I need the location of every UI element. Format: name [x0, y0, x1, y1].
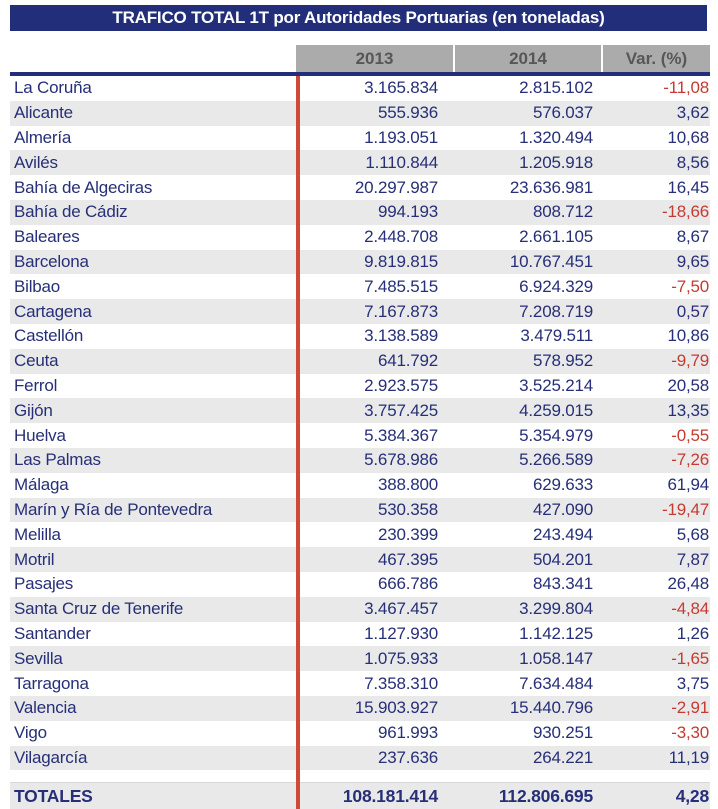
table-row — [10, 126, 710, 151]
value-var: 26,48 — [667, 574, 709, 594]
port-name: Avilés — [14, 152, 58, 172]
table-row — [10, 746, 710, 771]
port-name: Bahía de Cádiz — [14, 202, 128, 222]
value-2013: 5.384.367 — [364, 425, 438, 445]
value-2014: 10.767.451 — [509, 251, 593, 271]
port-name: Pasajes — [14, 574, 74, 594]
port-name: Sevilla — [14, 648, 63, 668]
table-body-rows — [10, 76, 710, 770]
port-name: Cartagena — [14, 301, 92, 321]
column-header-2013: 2013 — [296, 45, 453, 72]
value-2013: 237.636 — [377, 747, 438, 767]
value-var: 20,58 — [667, 375, 709, 395]
data-table — [10, 45, 710, 809]
port-name: Marín y Ría de Pontevedra — [14, 499, 213, 519]
column-header-2014: 2014 — [453, 45, 601, 72]
totals-2013: 108.181.414 — [342, 785, 438, 806]
port-name: Huelva — [14, 425, 66, 445]
value-2014: 808.712 — [532, 202, 593, 222]
value-2013: 15.903.927 — [354, 698, 438, 718]
table-row — [10, 299, 710, 324]
table-title: TRAFICO TOTAL 1T por Autoridades Portuarias (en toneladas) — [112, 8, 605, 27]
table-row — [10, 473, 710, 498]
table-row — [10, 175, 710, 200]
value-2014: 7.634.484 — [519, 673, 593, 693]
port-name: La Coruña — [14, 78, 92, 98]
value-2014: 427.090 — [532, 499, 593, 519]
value-2013: 2.923.575 — [364, 375, 438, 395]
value-var: -7,26 — [671, 450, 709, 470]
value-2014: 1.205.918 — [519, 152, 593, 172]
port-name: Barcelona — [14, 251, 89, 271]
value-2014: 1.320.494 — [519, 127, 593, 147]
table-row — [10, 423, 710, 448]
value-var: 11,19 — [668, 747, 709, 767]
value-var: 8,67 — [676, 227, 709, 247]
table-row — [10, 448, 710, 473]
value-var: 16,45 — [667, 177, 709, 197]
value-2013: 961.993 — [377, 723, 438, 743]
value-2013: 5.678.986 — [364, 450, 438, 470]
table-row — [10, 597, 710, 622]
table-row — [10, 225, 710, 250]
value-2014: 5.266.589 — [519, 450, 593, 470]
value-var: 10,68 — [667, 127, 709, 147]
value-2013: 7.167.873 — [364, 301, 438, 321]
table-row — [10, 646, 710, 671]
table-row — [10, 398, 710, 423]
value-2014: 6.924.329 — [519, 276, 593, 296]
value-var: -4,84 — [671, 599, 709, 619]
value-var: -2,91 — [671, 698, 709, 718]
name-column-header-empty — [10, 45, 296, 72]
value-var: 0,57 — [676, 301, 709, 321]
value-var: -11,08 — [663, 78, 709, 98]
port-name: Ceuta — [14, 351, 59, 371]
value-var: 8,56 — [676, 152, 709, 172]
table-row — [10, 76, 710, 101]
value-2014: 629.633 — [532, 475, 593, 495]
totals-label: TOTALES — [14, 785, 93, 806]
port-name: Vilagarcía — [14, 747, 88, 767]
value-var: 13,35 — [667, 400, 709, 420]
port-name: Valencia — [14, 698, 77, 718]
value-var: -3,30 — [671, 723, 709, 743]
table-row — [10, 324, 710, 349]
value-2014: 578.952 — [532, 351, 593, 371]
value-2013: 7.485.515 — [364, 276, 438, 296]
table-row — [10, 101, 710, 126]
value-var: 10,86 — [667, 326, 709, 346]
value-var: 9,65 — [676, 251, 709, 271]
value-var: -7,50 — [671, 276, 709, 296]
spacer-row — [10, 770, 710, 782]
table-row — [10, 274, 710, 299]
table-row — [10, 349, 710, 374]
table-row — [10, 522, 710, 547]
table-row — [10, 547, 710, 572]
value-2014: 5.354.979 — [519, 425, 593, 445]
value-2013: 1.127.930 — [364, 623, 438, 643]
value-var: 7,87 — [676, 549, 709, 569]
port-name: Bahía de Algeciras — [14, 177, 153, 197]
totals-var: 4,28 — [675, 785, 709, 806]
value-2013: 2.448.708 — [364, 227, 438, 247]
value-2013: 388.800 — [377, 475, 438, 495]
value-2014: 243.494 — [532, 524, 593, 544]
value-var: -0,55 — [671, 425, 709, 445]
port-name: Ferrol — [14, 375, 58, 395]
value-2013: 1.193.051 — [364, 127, 438, 147]
value-2014: 504.201 — [532, 549, 593, 569]
table-row — [10, 150, 710, 175]
value-2013: 467.395 — [377, 549, 438, 569]
value-var: -18,66 — [661, 202, 709, 222]
table-row — [10, 200, 710, 225]
port-name: Melilla — [14, 524, 61, 544]
value-2014: 264.221 — [532, 747, 593, 767]
value-2013: 555.936 — [377, 103, 438, 123]
port-name: Castellón — [14, 326, 84, 346]
port-name: Vigo — [14, 723, 47, 743]
table-row — [10, 250, 710, 275]
value-2013: 1.075.933 — [364, 648, 438, 668]
port-name: Málaga — [14, 475, 69, 495]
value-var: 1,26 — [676, 623, 709, 643]
value-var: -9,79 — [671, 351, 709, 371]
port-name: Motril — [14, 549, 55, 569]
value-2014: 930.251 — [532, 723, 593, 743]
table-row — [10, 721, 710, 746]
value-2014: 3.525.214 — [519, 375, 593, 395]
value-2013: 7.358.310 — [364, 673, 438, 693]
value-2014: 1.058.147 — [519, 648, 593, 668]
port-name: Santander — [14, 623, 91, 643]
port-name: Tarragona — [14, 673, 89, 693]
value-2014: 576.037 — [532, 103, 593, 123]
table-row — [10, 622, 710, 647]
value-var: -1,65 — [671, 648, 709, 668]
value-var: 61,94 — [667, 475, 709, 495]
table-row — [10, 374, 710, 399]
value-2013: 230.399 — [377, 524, 438, 544]
table-title-bar — [10, 5, 707, 31]
port-name: Almería — [14, 127, 72, 147]
totals-2014: 112.806.695 — [498, 785, 593, 806]
value-var: -19,47 — [661, 499, 709, 519]
value-2014: 2.815.102 — [519, 78, 593, 98]
port-name: Baleares — [14, 227, 80, 247]
value-2013: 3.467.457 — [364, 599, 438, 619]
value-2014: 4.259.015 — [519, 400, 593, 420]
port-name: Santa Cruz de Tenerife — [14, 599, 184, 619]
value-2013: 3.757.425 — [364, 400, 438, 420]
table-body — [10, 76, 710, 809]
value-2013: 530.358 — [377, 499, 438, 519]
value-2014: 23.636.981 — [509, 177, 593, 197]
value-2013: 1.110.844 — [365, 152, 438, 172]
table-row — [10, 671, 710, 696]
red-divider-line — [296, 76, 300, 809]
column-header-row — [10, 45, 710, 72]
port-name: Alicante — [14, 103, 73, 123]
table-row — [10, 572, 710, 597]
table-row — [10, 696, 710, 721]
value-2013: 9.819.815 — [364, 251, 438, 271]
value-2014: 7.208.719 — [519, 301, 593, 321]
value-2013: 3.138.589 — [364, 326, 438, 346]
value-2013: 994.193 — [377, 202, 438, 222]
value-2014: 15.440.796 — [509, 698, 593, 718]
value-2014: 3.299.804 — [519, 599, 593, 619]
value-2014: 843.341 — [532, 574, 593, 594]
value-var: 5,68 — [676, 524, 709, 544]
value-2013: 641.792 — [377, 351, 438, 371]
table-row — [10, 498, 710, 523]
column-header-var: Var. (%) — [601, 45, 710, 72]
port-name: Las Palmas — [14, 450, 101, 470]
value-var: 3,62 — [676, 103, 709, 123]
value-2013: 20.297.987 — [354, 177, 438, 197]
value-2014: 1.142.125 — [519, 623, 593, 643]
value-2014: 2.661.105 — [519, 227, 593, 247]
totals-row — [10, 782, 710, 809]
value-2013: 666.786 — [377, 574, 438, 594]
value-2014: 3.479.511 — [520, 326, 593, 346]
port-name: Gijón — [14, 400, 53, 420]
value-2013: 3.165.834 — [364, 78, 438, 98]
value-var: 3,75 — [676, 673, 709, 693]
port-name: Bilbao — [14, 276, 61, 296]
